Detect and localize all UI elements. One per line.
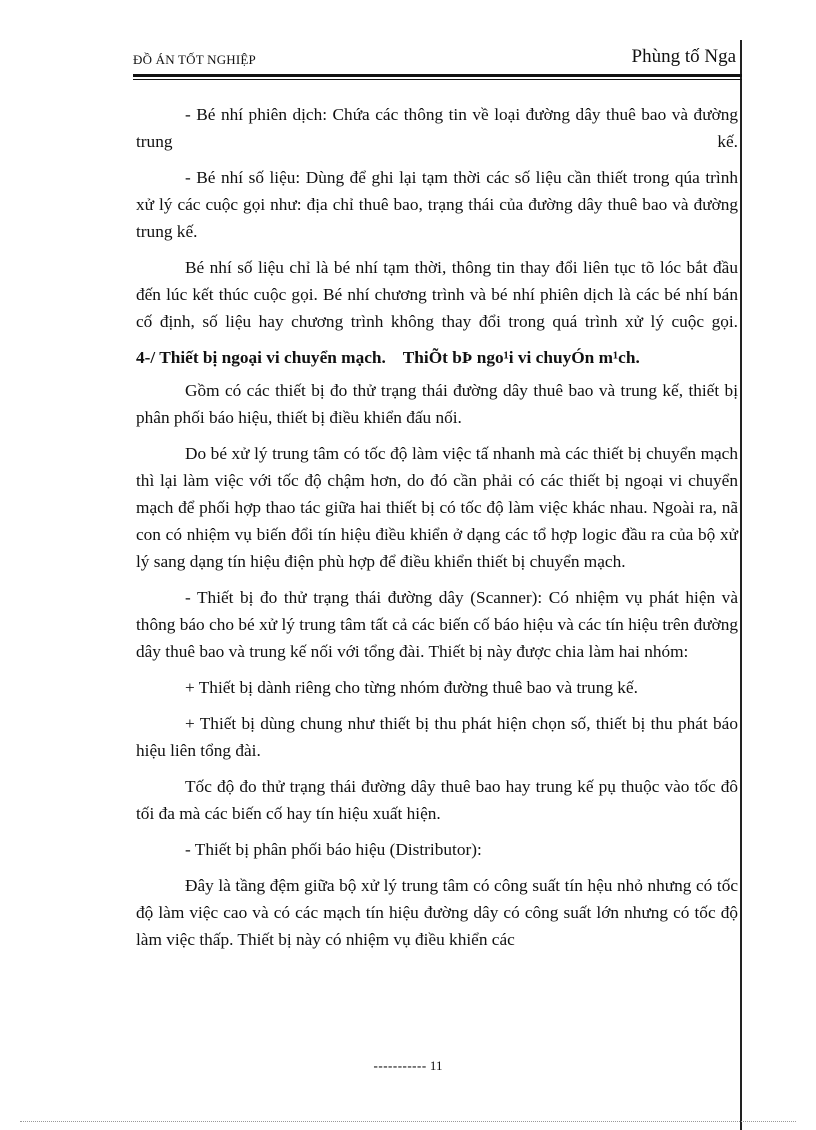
paragraph: - Thiết bị đo thử trạng thái đường dây (Scanner): Có nhiệm vụ phát hiện và thông báo cho bé xử lý trung tâm tất cả các biến cố báo hiệu và các tín hiệu trên đường dây thuê bao và trung kế nối với tổng đài. Thiết bị này được chia làm hai nhóm: [136,588,738,661]
paragraph: Tốc độ đo thử trạng thái đường dây thuê bao hay trung kế pụ thuộc vào tốc đô tối đa mà các biến cố hay tín hiệu xuất hiện. [136,777,738,823]
bottom-dotted-rule [20,1121,796,1122]
paragraph: - Bé nhí số liệu: Dùng để ghi lại tạm thời các số liệu cần thiết trong qúa trình xử lý các cuộc gọi như: địa chỉ thuê bao, trạng thái của đường dây thuê bao và đường trung kế. [136,168,738,241]
paragraph: - Bé nhí phiên dịch: Chứa các thông tin về loại đường dây thuê bao và đường trung kế. [136,105,738,151]
paragraph: + Thiết bị dùng chung như thiết bị thu phát hiện chọn số, thiết bị thu phát báo hiệu liên tổng đài. [136,714,738,760]
header-rule-thick [133,74,742,77]
page-number: 11 [429,1058,443,1073]
section-heading: 4-/ Thiết bị ngoại vi chuyển mạch. ThiÕt bÞ ngo¹i vi chuyÓn m¹ch. [136,348,640,367]
footer-dashes: ----------- [373,1058,427,1073]
page-header [133,46,740,76]
document-type-label: ĐỒ ÁN TỐT NGHIỆP [133,52,256,67]
paragraph: Gồm có các thiết bị đo thử trạng thái đường dây thuê bao và trung kế, thiết bị phân phối báo hiệu, thiết bị điều khiển đấu nối. [136,381,738,427]
paragraph: Đây là tầng đệm giữa bộ xử lý trung tâm có công suất tín hệu nhỏ nhưng có tốc độ làm việc cao và có các mạch tín hiệu đường dây có công suất lớn nhưng có tốc độ làm việc thấp. Thiết bị này có nhiệm vụ điều khiển các [136,876,738,949]
paragraph: Do bé xử lý trung tâm có tốc độ làm việc tấ nhanh mà các thiết bị chuyển mạch thì lại làm việc với tốc độ chậm hơn, do đó cần phải có các thiết bị ngoại vi chuyển mạch để phối hợp thao tác giữa hai thiết bị có tốc độ làm việc khác nhau. Ngoài ra, nã con có nhiệm vụ biến đổi tín hiệu điều khiển ở dạng các tổ hợp logic đầu ra của bộ xử lý sang dạng tín hiệu điện phù hợp để điều khiển thiết bị chuyển mạch. [136,444,738,571]
author-name: Phùng tố Nga [631,46,736,67]
body-text [136,101,738,962]
page-footer [0,1058,816,1074]
header-rule-thin [133,79,742,80]
paragraph: + Thiết bị dành riêng cho từng nhóm đường thuê bao và trung kế. [185,678,638,697]
paragraph: - Thiết bị phân phối báo hiệu (Distributor): [185,840,482,859]
paragraph: Bé nhí số liệu chỉ là bé nhí tạm thời, thông tin thay đổi liên tục tõ lóc bắt đầu đến lúc kết thúc cuộc gọi. Bé nhí chương trình và bé nhí phiên dịch là các bé nhí bán cố định, số liệu hay chương trình không thay đổi trong quá trình xử lý cuộc gọi. [136,258,738,331]
